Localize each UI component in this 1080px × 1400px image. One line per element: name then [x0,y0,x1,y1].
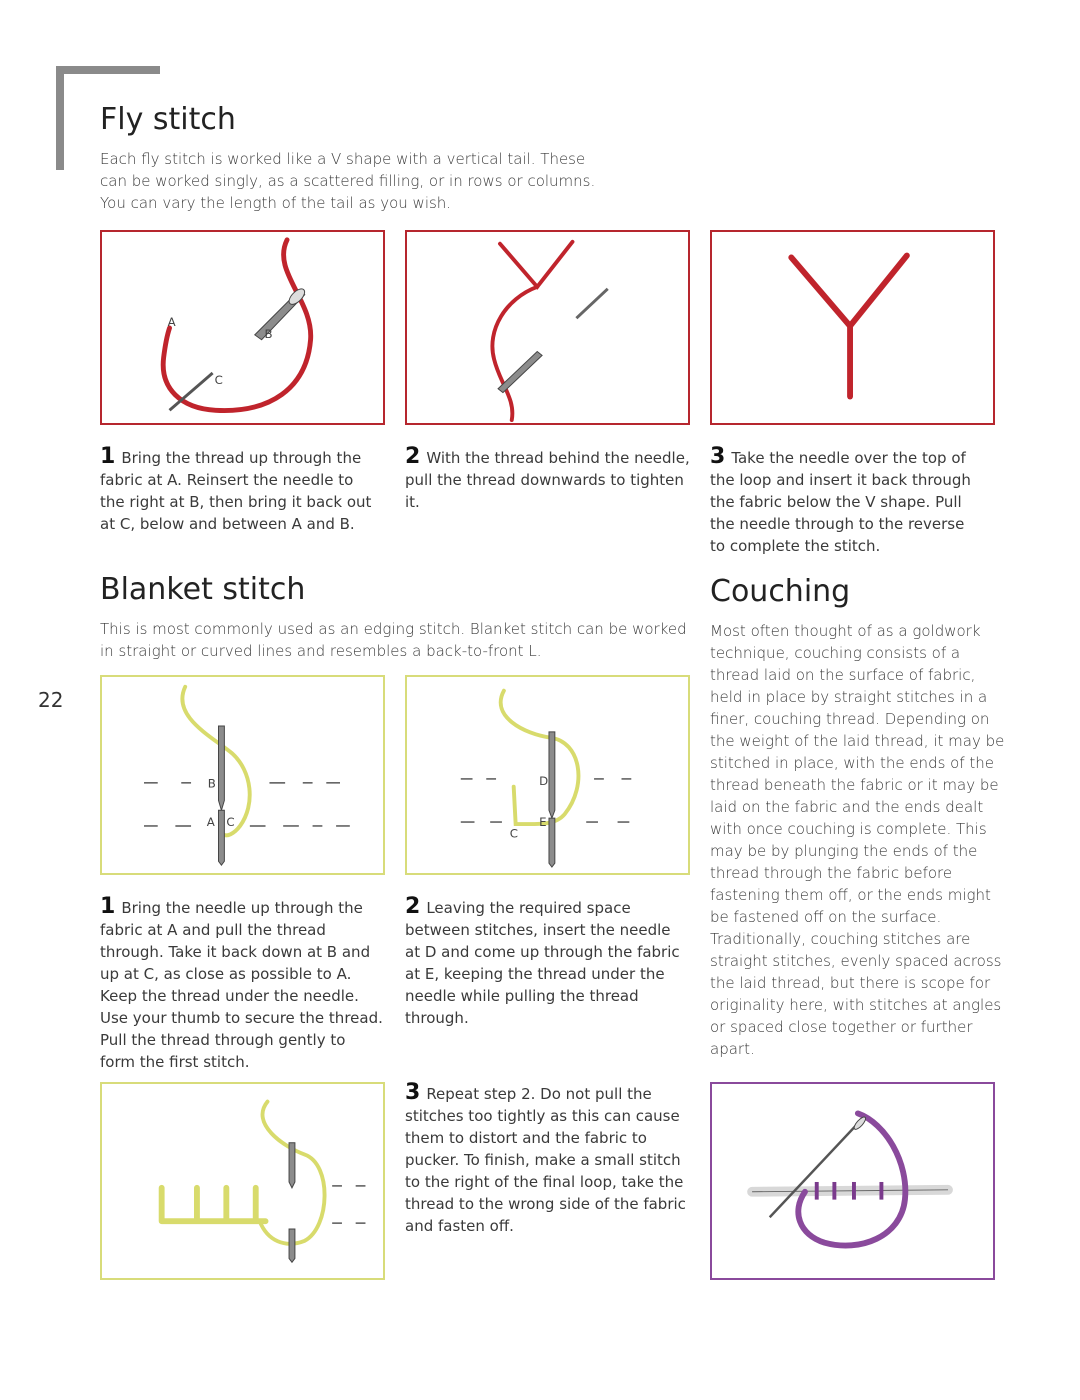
fly-step2-number: 2 [405,444,421,469]
fly-step3-drawing [712,232,993,423]
fly-step2-body: With the thread behind the needle, pull the thread downwards to tighten it. [405,449,690,511]
fly-step3-illustration [710,230,995,425]
blanket-stitch-title: Blanket stitch [100,572,306,607]
blanket-step1-illustration [100,675,385,875]
page-number: 22 [38,688,64,712]
blanket2-label-e: E [539,814,547,829]
couching-illustration [710,1082,995,1280]
blanket-step3-illustration [100,1082,385,1280]
fly-label-a: A [167,315,176,330]
blanket-stitch-intro: This is most commonly used as an edging stitch. Blanket stitch can be worked in straight or curved lines and resembles a back-to-front L. [100,620,687,660]
blanket1-label-b: B [207,776,216,791]
blanket-step2-drawing [407,677,688,873]
fly-step1-drawing [102,232,383,423]
fly-step2-illustration [405,230,690,425]
blanket-step1-drawing [102,677,383,873]
blanket-step2-text [405,896,690,1029]
blanket-step2-body: Leaving the required space between stitches, insert the needle at D and come up through the fabric at E, keeping the thread under the needle while pulling the thread through. [405,899,680,1027]
fly-step3-text [710,446,980,557]
blanket-step1-number: 1 [100,894,116,919]
fly-stitch-title: Fly stitch [100,102,236,137]
couching-title: Couching [710,574,851,609]
blanket-step2-illustration [405,675,690,875]
blanket-step3-number: 3 [405,1080,421,1105]
corner-mark-vertical [56,66,64,170]
blanket2-label-d: D [539,773,549,788]
corner-mark-horizontal [56,66,160,74]
blanket-step2-number: 2 [405,894,421,919]
fly-step2-text [405,446,690,513]
blanket-step1-text [100,896,385,1073]
couching-text: Most often thought of as a goldwork technique, couching consists of a thread laid on the surface of fabric, held in place by straight stitches in a finer, couching thread. Depending on the weight of the laid thread, it may be stitched in place, with the ends of the thread beneath the fabric or it may be laid on the fabric and the ends dealt with once couching is complete. This may be by plunging the ends of the thread through the fabric before fastening them off, or the ends might be fastened off on the surface. Traditionally, couching stitches are straight stitches, evenly spaced across the laid thread, but there is scope for originality here, with stitches at angles or spaced close together or further apart. [710,622,1005,1058]
blanket-step3-text [405,1082,690,1237]
fly-step1-number: 1 [100,444,116,469]
fly-step1-body: Bring the thread up through the fabric at A. Reinsert the needle to the right at B, then bring it back out at C, below and between A and B. [100,449,372,533]
fly-stitch-intro: Each fly stitch is worked like a V shape with a vertical tail. These can be worked singly, as a scattered filling, or in rows or columns. You can vary the length of the tail as you wish. [100,150,596,212]
fly-step1-text [100,446,375,535]
fly-label-b: B [264,326,273,341]
couching-drawing [712,1084,993,1278]
fly-step3-body: Take the needle over the top of the loop and insert it back through the fabric below the V shape. Pull the needle through to the reverse to complete the stitch. [710,449,971,555]
fly-step3-number: 3 [710,444,726,469]
blanket-step3-drawing [102,1084,383,1278]
fly-step2-drawing [407,232,688,423]
blanket1-label-c: C [226,814,235,829]
blanket1-label-a: A [206,814,215,829]
blanket-step1-body: Bring the needle up through the fabric at A and pull the thread through. Take it back down at B and up at C, as close as possible to A. Keep the thread under the needle. Use your thumb to secure the thread. Pull the thread through gently to form the first stitch. [100,899,383,1071]
blanket2-label-c: C [509,826,518,841]
fly-step1-illustration [100,230,385,425]
blanket-step3-body: Repeat step 2. Do not pull the stitches too tightly as this can cause them to distort and the fabric to pucker. To finish, make a small stitch to the right of the final loop, take the thread to the wrong side of the fabric and fasten off. [405,1085,686,1235]
fly-label-c: C [214,372,223,387]
